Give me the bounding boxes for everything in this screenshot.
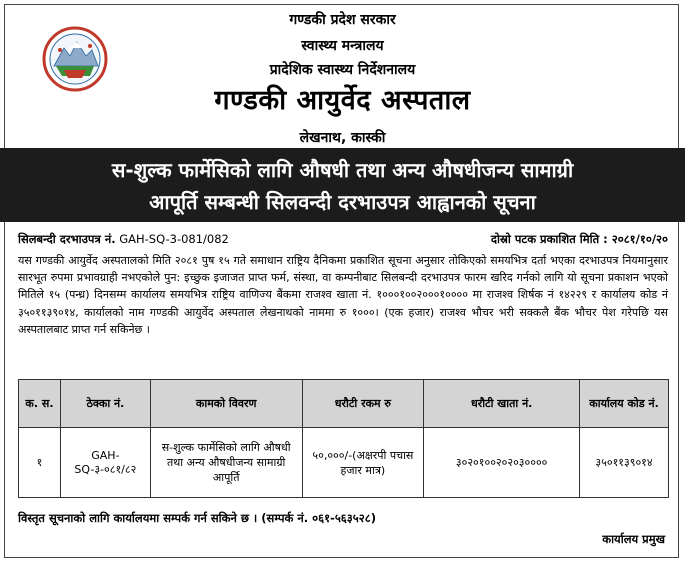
header-sn: क. स.: [19, 380, 61, 428]
directorate-title: प्रादेशिक स्वास्थ्य निर्देशनालय: [269, 62, 416, 78]
header-office-code: कार्यालय कोड नं.: [580, 380, 669, 428]
hospital-location: लेखनाथ, कास्की: [299, 130, 386, 146]
reference-number: GAH-SQ-3-081/082: [119, 232, 229, 246]
header-contract: ठेक्का नं.: [60, 380, 150, 428]
office-chief-signature: कार्यालय प्रमुख: [602, 532, 665, 546]
notice-banner: [0, 148, 685, 222]
table-header-row: [19, 380, 669, 428]
banner-line-1: स-शुल्क फार्मेसिको लागि औषधी तथा अन्य औषधीजन्य सामाग्री: [111, 158, 574, 182]
cell-office-code: ३५०११३९०१४: [580, 428, 669, 498]
header-account: धरौटी खाता नं.: [424, 380, 580, 428]
cell-sn: १: [19, 428, 61, 498]
hospital-name: गण्डकी आयुर्वेद अस्पताल: [214, 85, 471, 116]
published-date: दोस्रो पटक प्रकाशित मिति : २०८१/१०/२०: [490, 232, 668, 246]
province-government-title: गण्डकी प्रदेश सरकार: [289, 12, 396, 28]
cell-account: ३०२०१००२०२०३००००: [424, 428, 580, 498]
cell-deposit: ५०,०००/-(अक्षरपी पचास हजार मात्र): [302, 428, 424, 498]
header-deposit: धरौटी रकम रु: [302, 380, 424, 428]
contact-info: विस्तृत सूचनाको लागि कार्यालयमा सम्पर्क गर्न सकिने छ । (सम्पर्क नं. ०६१-५६३५२८): [18, 511, 376, 525]
notice-body: [18, 252, 668, 338]
tender-table: [18, 379, 669, 498]
reference-left: [18, 232, 229, 247]
reference-label: सिलबन्दी दरभाउपत्र नं.: [18, 232, 116, 246]
cell-contract: GAH-SQ-३-०८१/८२: [60, 428, 150, 498]
ministry-title: स्वास्थ्य मन्त्रालय: [301, 38, 384, 54]
banner-line-2: आपूर्ति सम्बन्धी सिलवन्दी दरभाउपत्र आह्वानको सूचना: [149, 190, 536, 214]
header-description: कामको विवरण: [150, 380, 302, 428]
table-row: [19, 428, 669, 498]
notice-paragraph: यस गण्डकी आयुर्वेद अस्पतालको मिति २०८१ पुष १५ गते समाधान राष्ट्रिय दैनिकमा प्रकाशित सूचना अनुसार तोकिएको समयभित्र दर्ता भएका दरभाउपत्र नियमानुसार सारभूत रुपमा प्रभावग्राही नभएकोले पुन: इच्छुक इजाजत प्राप्त फर्म, संस्था, वा कम्पनीबाट सिलबन्दी दरभाउपत्र फारम खरिद गर्नको लागि यो सूचना प्रकाशन भएको मितिले १५ (पन्ध्र) दिनसम्म कार्यालय समयभित्र राष्ट्रिय वाणिज्य बैंकमा राजश्व खाता नं. १०००१००२०००१०००० मा राजश्व शिर्षक नं १४२२९ र कार्यालय कोड नं ३५०११३९०१४, कार्यालको नाम गण्डकी आयुर्वेद अस्पताल लेखनाथको नाममा रु १०००। (एक हजार) राजश्व भौचर भरी सक्कलै बैंक भौचर पेश गरेपछि यस अस्पतालबाट प्राप्त गर्न सकिनेछ ।: [18, 254, 668, 336]
cell-description: स-शुल्क फार्मेसिको लागि औषधी तथा अन्य औषधीजन्य सामाग्री आपूर्ति: [150, 428, 302, 498]
